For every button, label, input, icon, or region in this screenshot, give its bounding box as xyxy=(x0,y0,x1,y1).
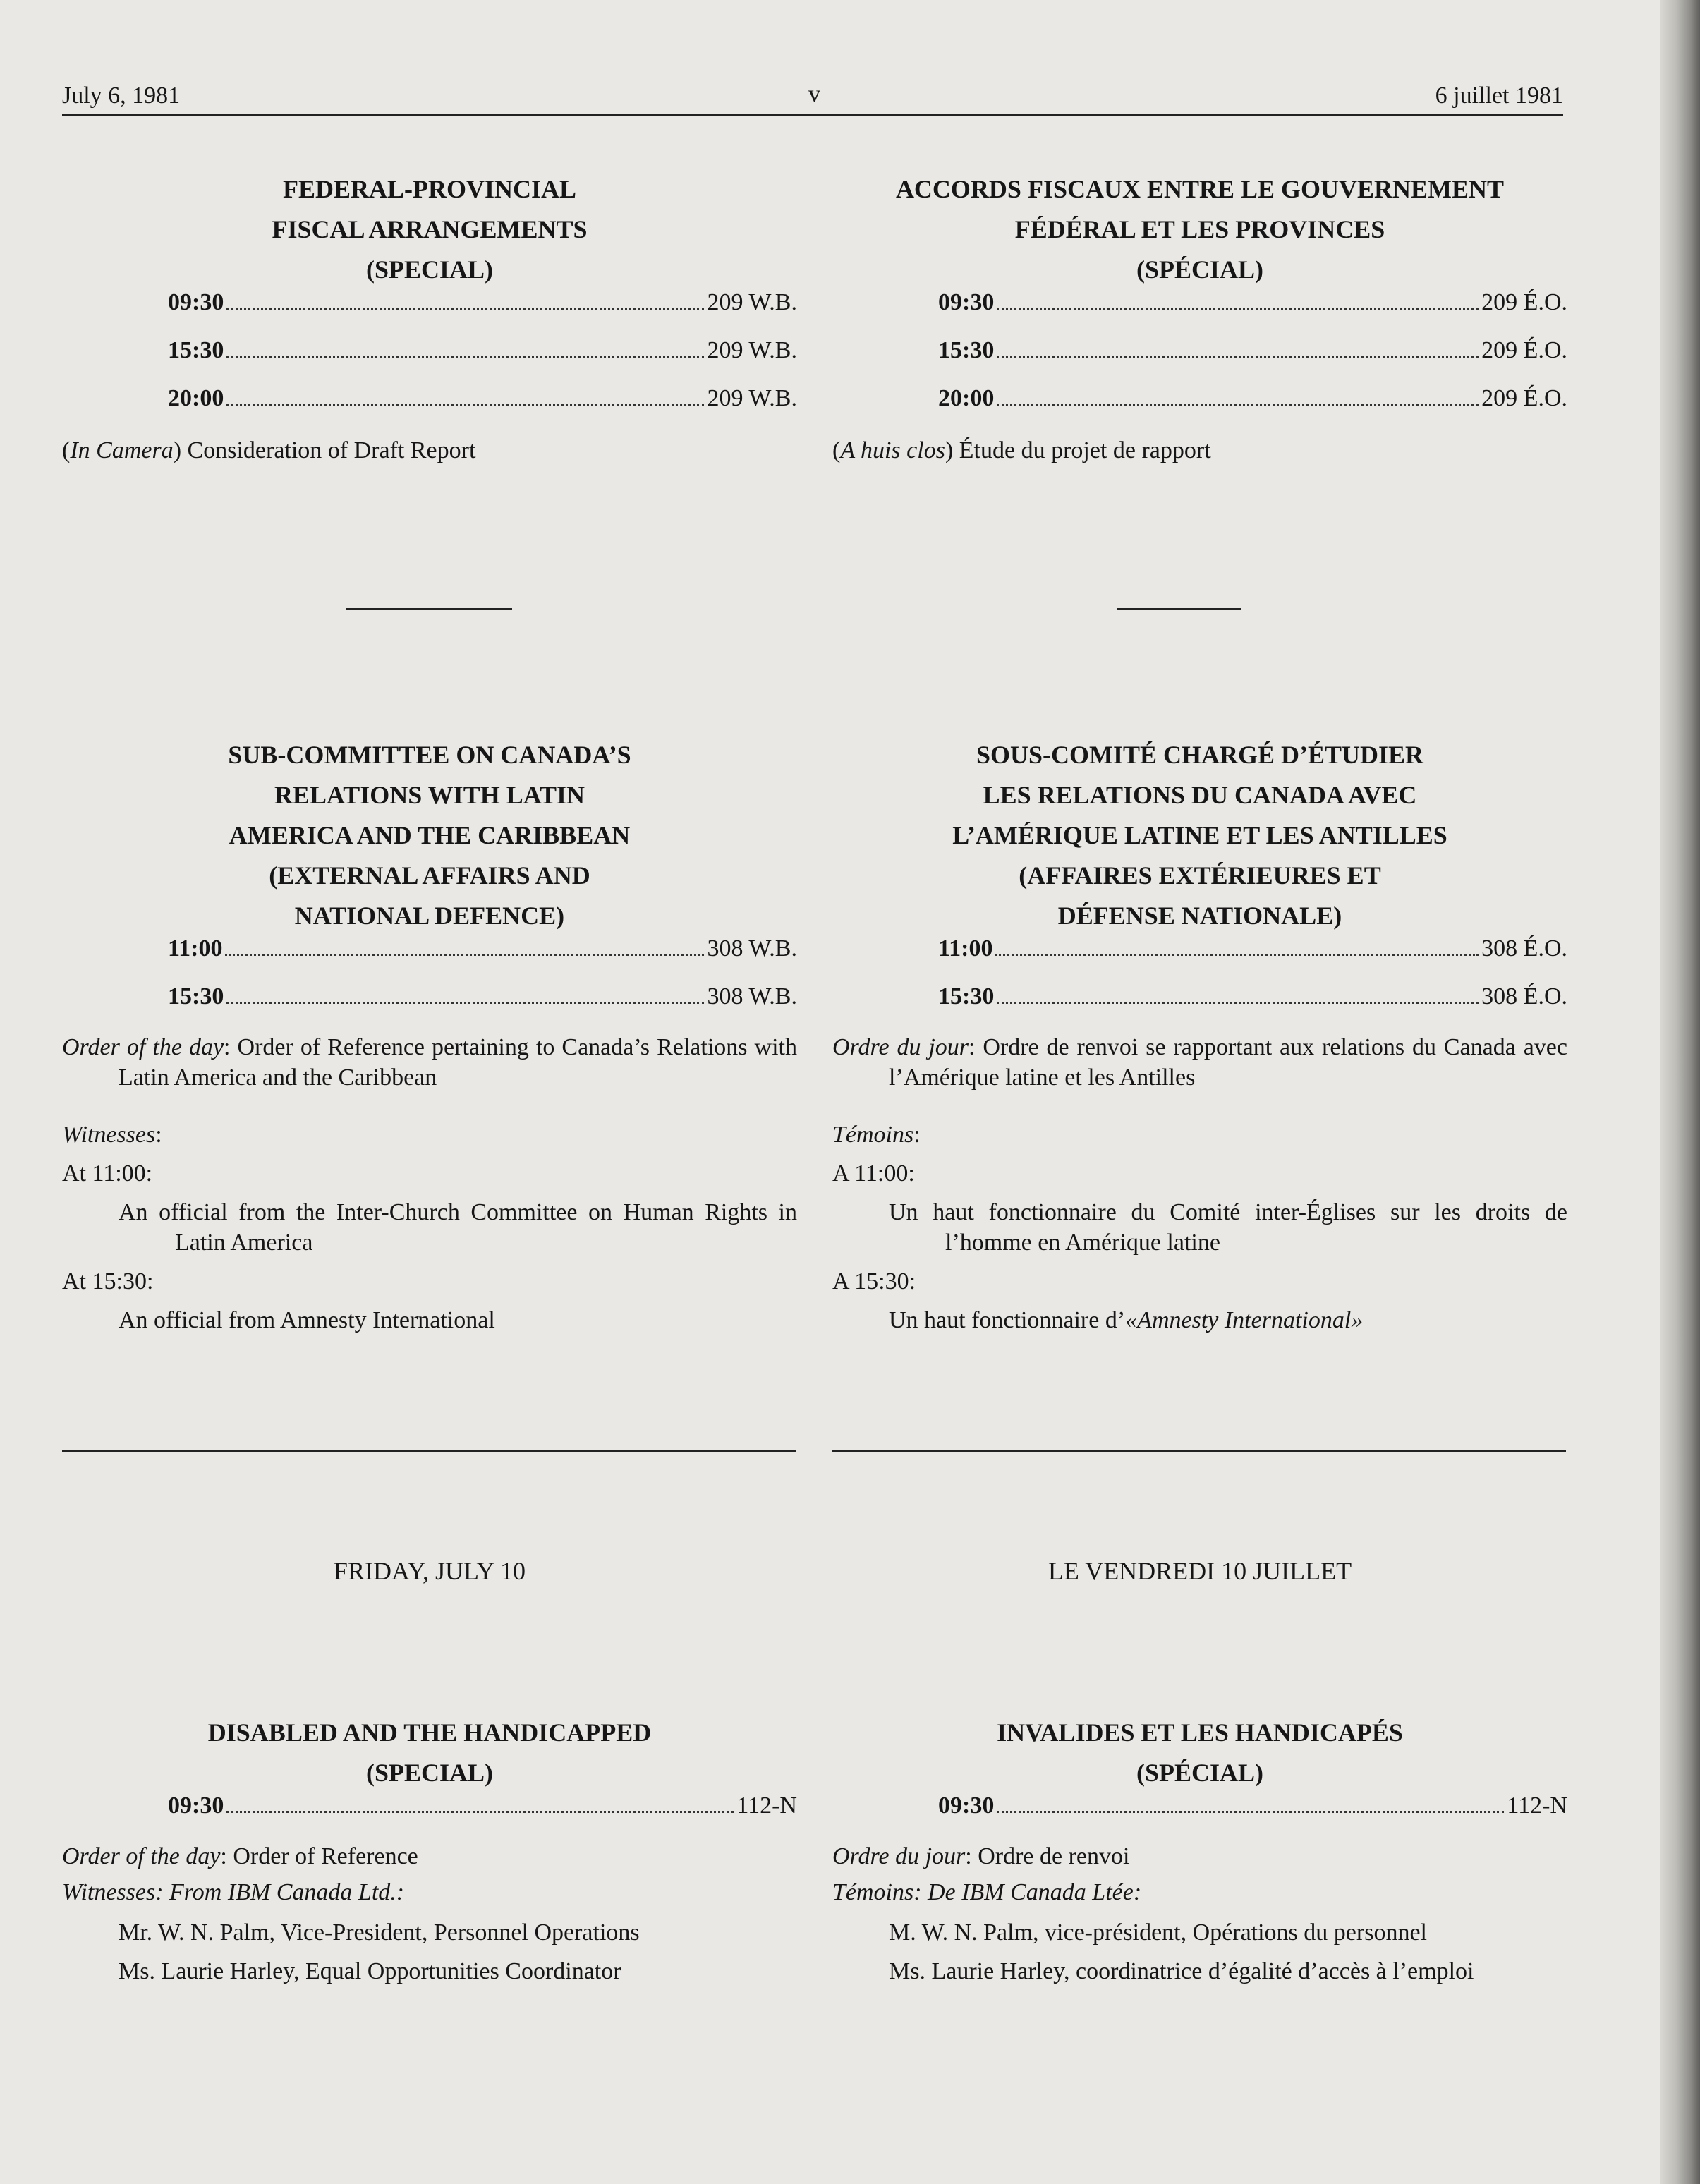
section-divider xyxy=(62,1450,796,1452)
schedule-row: 15:30 308 W.B. xyxy=(168,983,797,1009)
fiscal-section-en xyxy=(62,169,797,466)
meeting-schedule xyxy=(62,936,797,1032)
page-header xyxy=(62,79,1563,116)
committee-title: SOUS-COMITÉ CHARGÉ D’ÉTUDIER LES RELATIONS DU CANADA AVEC L’AMÉRIQUE LATINE ET LES ANTILLES (AFFAIRES EXTÉRIEURES ET DÉFENSE NATIONALE) xyxy=(952,741,1447,930)
committee-title: SUB-COMMITTEE ON CANADA’S RELATIONS WITH LATIN AMERICA AND THE CARIBBEAN (EXTERNAL AFFAIRS AND NATIONAL DEFENCE) xyxy=(228,741,631,930)
meeting-note: (A huis clos) Étude du projet de rapport xyxy=(832,437,1211,463)
witnesses-heading: Témoins: De IBM Canada Ltée: xyxy=(832,1879,1142,1905)
witness-entry: Ms. Laurie Harley, Equal Opportunities Coordinator xyxy=(119,1958,621,1984)
header-date-en: July 6, 1981 xyxy=(62,83,181,109)
schedule-row: 09:30 209 É.O. xyxy=(938,289,1567,315)
witness-entry: An official from the Inter-Church Committee on Human Rights in Latin America xyxy=(119,1199,797,1256)
page-binding-edge xyxy=(1660,0,1700,2184)
disabled-section-en xyxy=(62,1713,797,1986)
schedule-row: 09:30 209 W.B. xyxy=(168,289,797,315)
meeting-note: (In Camera) Consideration of Draft Report xyxy=(62,437,476,463)
order-of-the-day: Order of the day: Order of Reference pertaining to Canada’s Relations with Latin America and the Caribbean xyxy=(62,1034,797,1091)
schedule-row: 15:30 308 É.O. xyxy=(938,983,1567,1009)
order-of-the-day: Ordre du jour: Ordre de renvoi xyxy=(832,1843,1130,1869)
meeting-schedule xyxy=(832,1793,1567,1841)
meeting-schedule xyxy=(62,290,797,434)
witness-entry: Un haut fonctionnaire d’«Amnesty International» xyxy=(889,1307,1364,1333)
witnesses-heading: Témoins: xyxy=(832,1122,921,1148)
witness-time: A 15:30: xyxy=(832,1268,916,1294)
witness-entry: M. W. N. Palm, vice-président, Opérations du personnel xyxy=(889,1919,1427,1946)
witness-entry: Mr. W. N. Palm, Vice-President, Personnel Operations xyxy=(119,1919,640,1946)
witness-entry: Ms. Laurie Harley, coordinatrice d’égalité d’accès à l’emploi xyxy=(889,1958,1474,1984)
committee-title: DISABLED AND THE HANDICAPPED (SPECIAL) xyxy=(207,1718,652,1787)
meeting-schedule xyxy=(62,1793,797,1841)
schedule-row: 15:30 209 É.O. xyxy=(938,337,1567,363)
section-divider xyxy=(346,608,512,610)
witness-entry: An official from Amnesty International xyxy=(119,1307,495,1333)
witness-time: At 11:00: xyxy=(62,1160,153,1187)
order-of-the-day: Ordre du jour: Ordre de renvoi se rapportant aux relations du Canada avec l’Amérique latine et les Antilles xyxy=(832,1034,1567,1091)
meeting-schedule xyxy=(832,290,1567,434)
schedule-row: 11:00 308 W.B. xyxy=(168,935,797,961)
subcommittee-section-fr xyxy=(832,735,1567,1335)
schedule-row: 09:30 112-N xyxy=(938,1792,1567,1819)
witness-entry: Un haut fonctionnaire du Comité inter-Églises sur les droits de l’homme en Amérique latine xyxy=(889,1199,1567,1256)
witness-time: A 11:00: xyxy=(832,1160,915,1187)
section-divider xyxy=(832,1450,1566,1452)
schedule-row: 09:30 112-N xyxy=(168,1792,797,1819)
subcommittee-section-en xyxy=(62,735,797,1335)
schedule-row: 15:30 209 W.B. xyxy=(168,337,797,363)
section-divider xyxy=(1117,608,1241,610)
witnesses-heading: Witnesses: xyxy=(62,1122,162,1148)
header-date-fr: 6 juillet 1981 xyxy=(1435,83,1563,109)
committee-title: INVALIDES ET LES HANDICAPÉS (SPÉCIAL) xyxy=(997,1718,1403,1787)
witnesses-heading: Witnesses: From IBM Canada Ltd.: xyxy=(62,1879,405,1905)
fiscal-section-fr xyxy=(832,169,1567,466)
schedule-row: 11:00 308 É.O. xyxy=(938,935,1567,961)
schedule-row: 20:00 209 W.B. xyxy=(168,385,797,411)
day-heading: LE VENDREDI 10 JUILLET xyxy=(1048,1557,1352,1585)
disabled-section-fr xyxy=(832,1713,1567,1986)
meeting-schedule xyxy=(832,936,1567,1032)
schedule-row: 20:00 209 É.O. xyxy=(938,385,1567,411)
committee-title: ACCORDS FISCAUX ENTRE LE GOUVERNEMENT FÉDÉRAL ET LES PROVINCES (SPÉCIAL) xyxy=(895,175,1505,284)
order-of-the-day: Order of the day: Order of Reference xyxy=(62,1843,418,1869)
witness-time: At 15:30: xyxy=(62,1268,154,1294)
page-number: v xyxy=(808,81,820,107)
day-heading: FRIDAY, JULY 10 xyxy=(333,1557,526,1585)
committee-title: FEDERAL-PROVINCIAL FISCAL ARRANGEMENTS (SPECIAL) xyxy=(272,175,588,284)
